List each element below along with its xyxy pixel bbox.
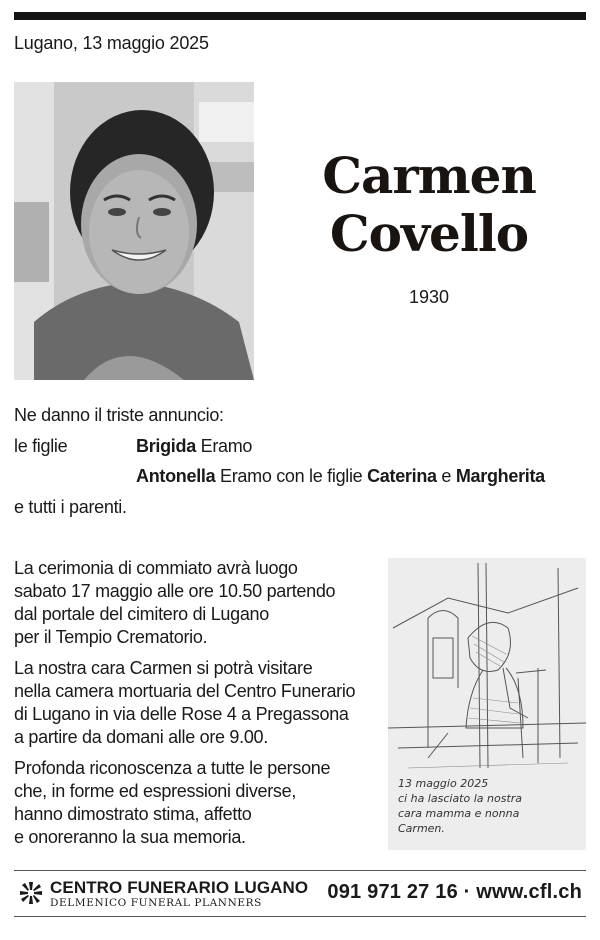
dateline: Lugano, 13 maggio 2025 <box>14 33 209 53</box>
ceremony-paragraph-2 <box>14 657 384 749</box>
text-line: che, in forme ed espressioni diverse, <box>14 781 297 801</box>
daughter-2-text: Eramo con le figlie <box>215 466 368 486</box>
daughter-1-name: Brigida <box>136 436 196 456</box>
text-line: Profonda riconoscenza a tutte le persone <box>14 758 331 778</box>
text-line: nella camera mortuaria del Centro Funerario <box>14 681 356 701</box>
announcement-intro: Ne danno il triste annuncio: <box>14 405 224 425</box>
text-line: hanno dimostrato stima, affetto <box>14 804 252 824</box>
funeral-home-logo-icon <box>18 880 44 906</box>
text-line: La nostra cara Carmen si potrà visitare <box>14 658 313 678</box>
relatives-line: e tutti i parenti. <box>14 497 127 517</box>
conjunction: e <box>436 466 456 486</box>
sketch-caption <box>398 776 522 836</box>
caption-line: 13 maggio 2025 <box>398 777 489 790</box>
daughter-1-surname: Eramo <box>195 436 253 456</box>
portrait-photo <box>14 82 254 380</box>
granddaughter-1-name: Caterina <box>367 466 437 486</box>
relation-label: le figlie <box>14 436 68 456</box>
daughter-line-2 <box>136 466 545 487</box>
footer-rule <box>14 870 586 871</box>
text-line: per il Tempio Crematorio. <box>14 627 208 647</box>
caption-line: cara mamma e nonna <box>398 807 520 820</box>
top-rule <box>14 12 586 20</box>
granddaughter-2-name: Margherita <box>455 466 545 486</box>
pencil-sketch <box>388 558 586 850</box>
ceremony-paragraph-1 <box>14 557 384 649</box>
caption-line: Carmen. <box>398 822 445 835</box>
funeral-home-name: CENTRO FUNERARIO LUGANO <box>50 878 309 897</box>
funeral-home-subtitle: DELMENICO FUNERAL PLANNERS <box>50 897 262 909</box>
footer-bottom-rule <box>14 916 586 917</box>
footer <box>14 877 586 913</box>
text-line: a partire da domani alle ore 9.00. <box>14 727 268 747</box>
birth-year: 1930 <box>408 287 450 307</box>
first-name: Carmen <box>322 146 536 205</box>
text-line: di Lugano in via delle Rose 4 a Pregassona <box>14 704 349 724</box>
caption-line: ci ha lasciato la nostra <box>398 792 523 805</box>
daughter-2-name: Antonella <box>136 466 216 486</box>
ceremony-text <box>14 557 384 857</box>
text-line: e onoreranno la sua memoria. <box>14 827 246 847</box>
text-line: dal portale del cimitero di Lugano <box>14 604 269 624</box>
text-line: sabato 17 maggio alle ore 10.50 partendo <box>14 581 336 601</box>
last-name: Covello <box>329 204 529 263</box>
text-line: La cerimonia di commiato avrà luogo <box>14 558 298 578</box>
funeral-home-contact: 091 971 27 16 · www.cfl.ch <box>327 881 582 903</box>
daughter-line-1 <box>136 436 252 457</box>
ceremony-paragraph-3 <box>14 757 384 849</box>
